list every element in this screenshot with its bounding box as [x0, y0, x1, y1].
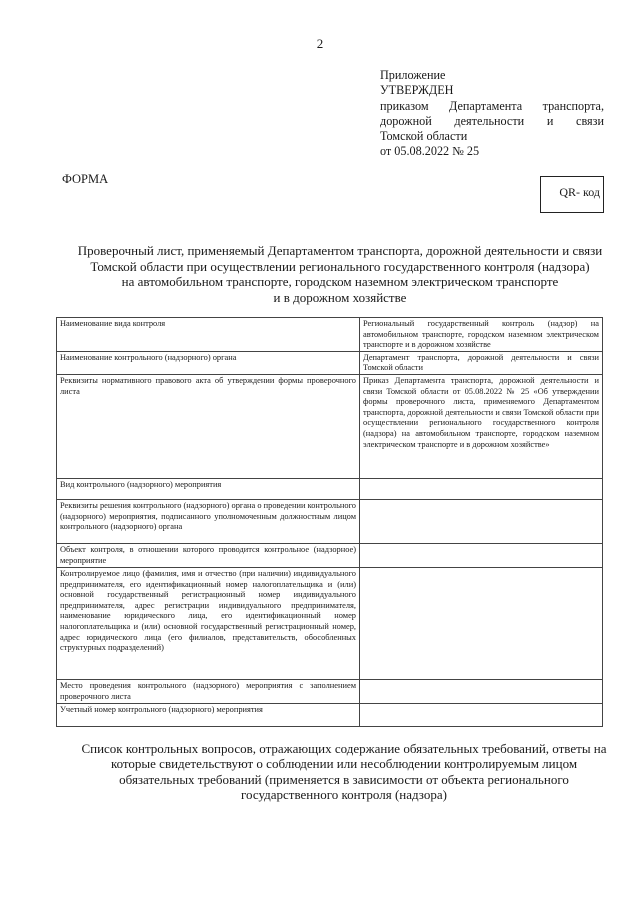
row-value-control-type: Региональный государственный контроль (надзор) на автомобильном транспорте, городском наземном электрическом транспорте и в дорожном хозяйстве [360, 318, 603, 352]
list-heading-line-2: которые свидетельствуют о соблюдении или несоблюдении контролируемым лицом [110, 756, 578, 772]
table-row [57, 703, 603, 726]
inspection-info-table [56, 317, 603, 727]
row-value-authority: Департамент транспорта, дорожной деятельности и связи Томской области [360, 351, 603, 374]
table-row [57, 318, 603, 352]
list-heading-line-3: обязательных требований (применяется в зависимости от объекта регионального [119, 771, 569, 787]
table-row [57, 351, 603, 374]
row-value-object [360, 543, 603, 567]
qr-code-label: QR- код [559, 185, 600, 199]
approval-line-order: приказом Департамента транспорта, [380, 98, 604, 113]
row-label-legal-act: Реквизиты нормативного правового акта об утверждении формы проверочного листа [57, 374, 360, 478]
row-value-controlled-person [360, 567, 603, 679]
title-line-3: на автомобильном транспорте, городском наземном электрическом транспорте [121, 274, 559, 290]
approval-line-region: Томской области [380, 129, 468, 144]
table-row [57, 567, 603, 679]
title-line-4: и в дорожном хозяйстве [273, 289, 407, 305]
list-heading-line-4: государственного контроля (надзора) [241, 786, 447, 802]
table-row [57, 478, 603, 499]
approval-line-department: дорожной деятельности и связи [380, 113, 604, 128]
approval-line-date: от 05.08.2022 № 25 [380, 144, 480, 159]
checklist-heading [56, 741, 632, 802]
page-number: 2 [316, 36, 324, 51]
row-value-decision [360, 499, 603, 543]
list-heading-line-1: Список контрольных вопросов, отражающих содержание обязательных требований, ответы на [81, 741, 607, 756]
row-label-authority: Наименование контрольного (надзорного) органа [57, 351, 360, 374]
qr-code-box [540, 176, 604, 213]
row-value-record-number [360, 703, 603, 726]
approval-line-approved: УТВЕРЖДЕН [380, 83, 454, 98]
row-label-location: Место проведения контрольного (надзорного) мероприятия с заполнением проверочного листа [57, 679, 360, 703]
row-label-controlled-person: Контролируемое лицо (фамилия, имя и отчество (при наличии) индивидуального предпринимателя, его идентификационный номер налогоплательщика и (или) основной государственный регистрационный номер индивидуального предпринимателя, адрес регистрации индивидуального предпринимателя, наименование юридического лица, его идентификационный номер налогоплательщика и (или) основной государственный регистрационный номер, адрес юридического лица (его филиалов, представительств, обособленных структурных подразделений) [57, 567, 360, 679]
title-line-1: Проверочный лист, применяемый Департаментом транспорта, дорожной деятельности и связи [77, 243, 603, 258]
document-title [40, 243, 640, 305]
row-value-legal-act: Приказ Департамента транспорта, дорожной деятельности и связи Томской области от 05.08.2022 № 25 «Об утверждении формы проверочного листа, применяемого Департаментом транспорта, дорожной деятельности и связи Томской области при осуществлении регионального государственного контроля (надзора) на автомобильном транспорте, городском наземном электрическом транспорте и в дорожном хозяйстве» [360, 374, 603, 478]
table-row [57, 499, 603, 543]
row-value-event-type [360, 478, 603, 499]
row-label-decision: Реквизиты решения контрольного (надзорного) органа о проведении контрольного (надзорного) мероприятия, подписанного уполномоченным должностным лицом контрольного (надзорного) органа [57, 499, 360, 543]
approval-block [380, 68, 604, 160]
row-label-record-number: Учетный номер контрольного (надзорного) мероприятия [57, 703, 360, 726]
table-row [57, 374, 603, 478]
title-line-2: Томской области при осуществлении регионального государственного контроля (надзора) [90, 258, 590, 274]
row-label-object: Объект контроля, в отношении которого проводится контрольное (надзорное) мероприятие [57, 543, 360, 567]
form-label: ФОРМА [62, 172, 109, 186]
row-label-event-type: Вид контрольного (надзорного) мероприятия [57, 478, 360, 499]
table-row [57, 679, 603, 703]
row-label-control-type: Наименование вида контроля [57, 318, 360, 352]
row-value-location [360, 679, 603, 703]
table-row [57, 543, 603, 567]
approval-line-appendix: Приложение [380, 68, 446, 82]
